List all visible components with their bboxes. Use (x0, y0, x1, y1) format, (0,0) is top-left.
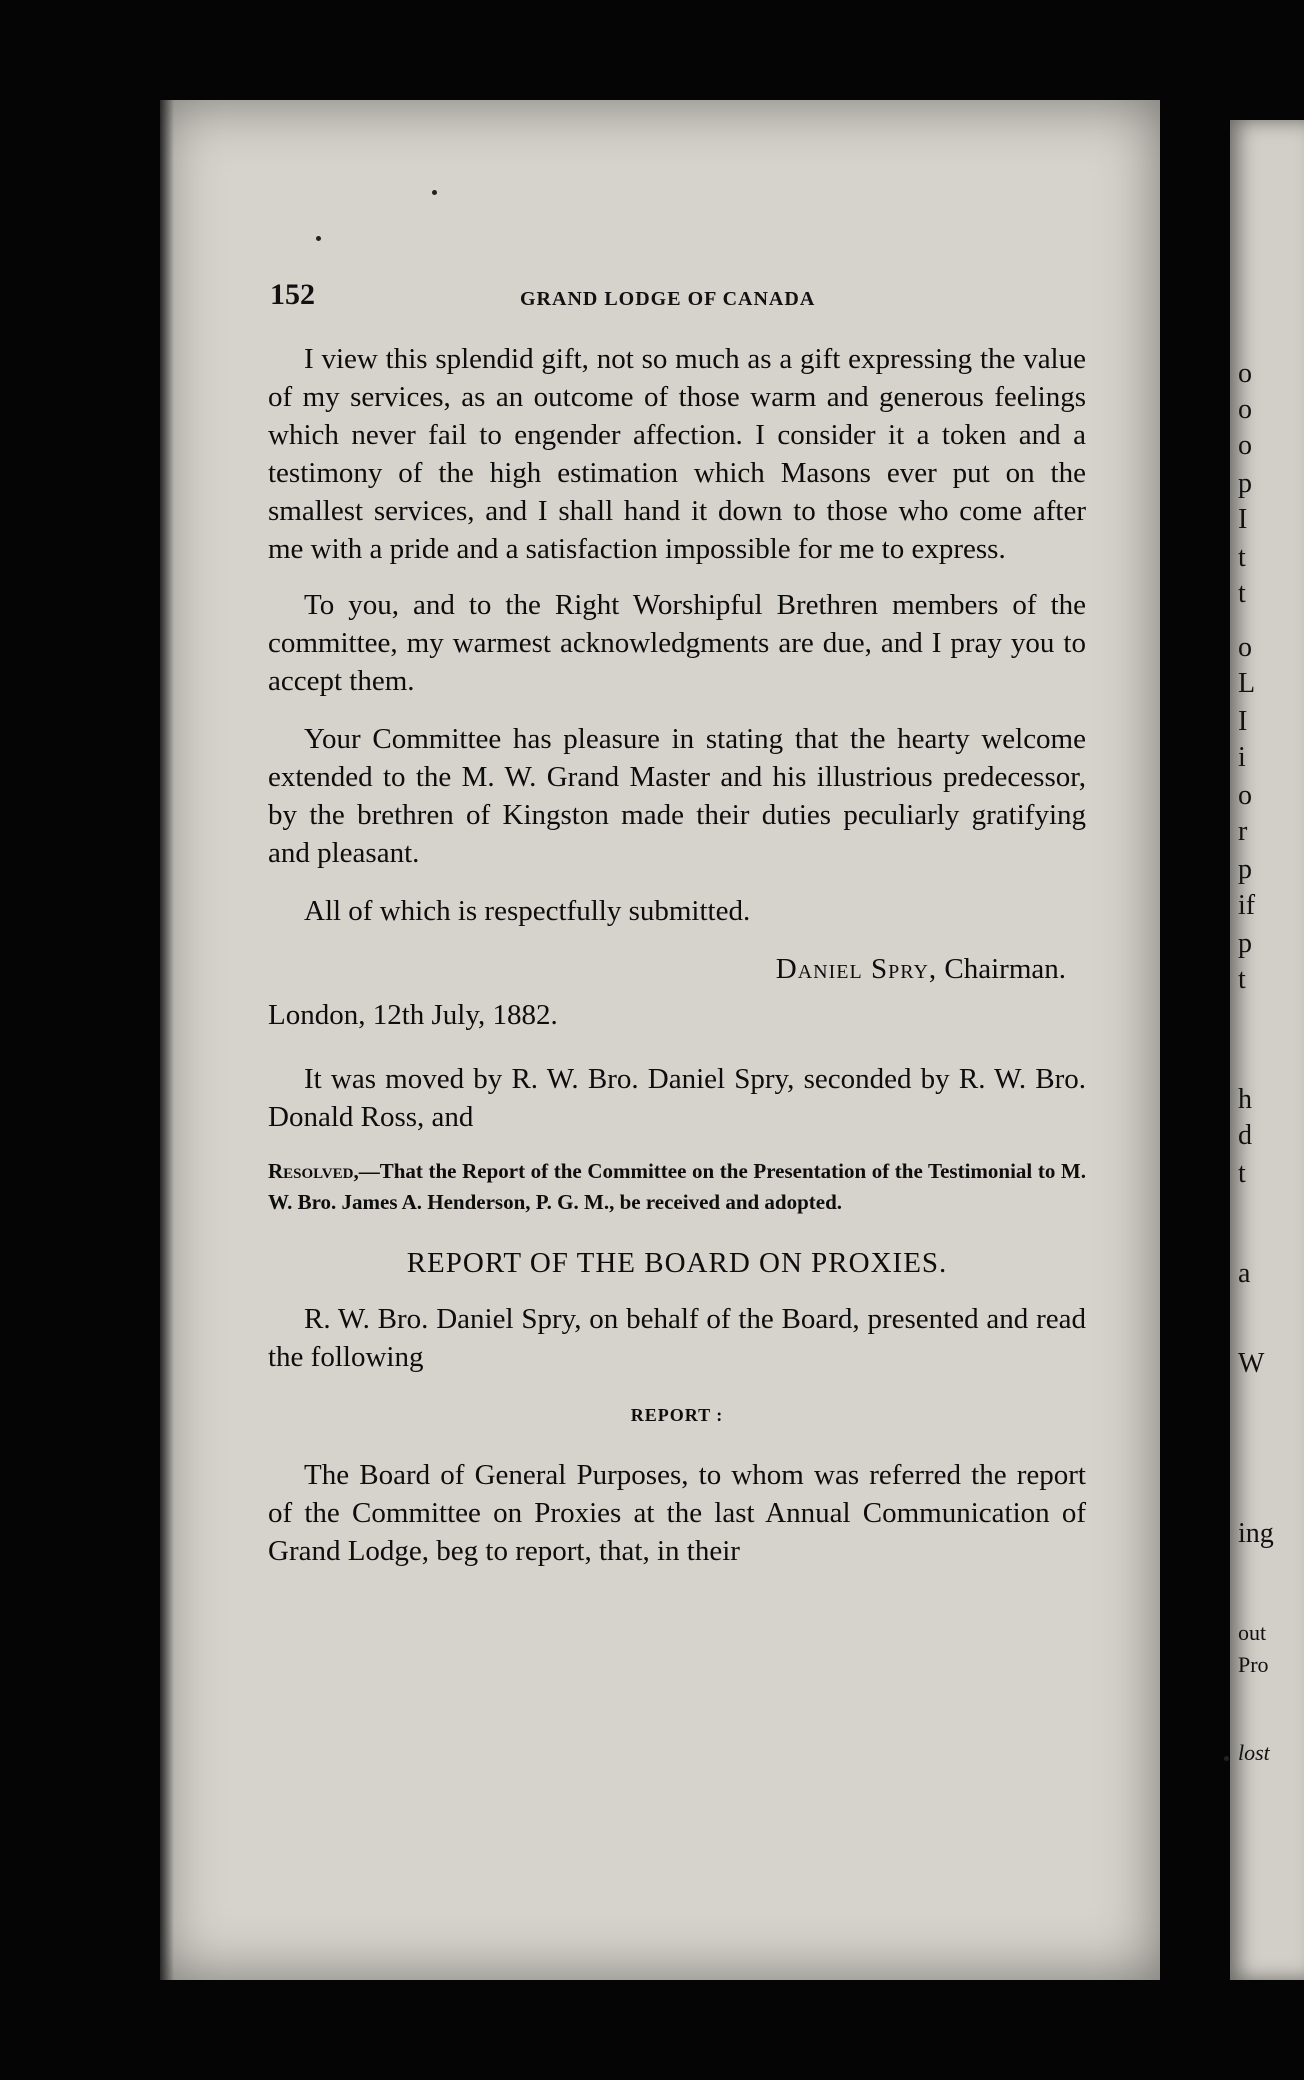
section-heading: REPORT OF THE BOARD ON PROXIES. (406, 1247, 948, 1279)
page-body (268, 340, 1086, 1590)
paragraph: All of which is respectfully submitted. (304, 895, 751, 927)
report-label: REPORT : (630, 1405, 724, 1425)
adjacent-fragment: r (1238, 816, 1248, 847)
signature-title: Chairman. (937, 953, 1066, 985)
adjacent-page-edge (1230, 120, 1304, 1980)
adjacent-fragment: out (1238, 1620, 1267, 1645)
adjacent-fragment: o (1238, 632, 1252, 663)
adjacent-fragment: o (1238, 780, 1252, 811)
adjacent-fragment: t (1238, 578, 1246, 609)
adjacent-fragment: a (1238, 1258, 1251, 1289)
paragraph: To you, and to the Right Worshipful Brethren members of the committee, my warmest acknowledgments are due, and I pray you to accept them. (268, 589, 1086, 697)
resolution-lead: Resolved, (268, 1159, 359, 1183)
paragraph: I view this splendid gift, not so much as a gift expressing the value of my services, as an outcome of those warm and generous feelings which never fail to engender affection. I consider it a token and a testimony of the high estimation which Masons ever put on the smallest services, and I shall hand it down to those who come after me with a pride and a satisfaction impossible for me to express. (268, 343, 1086, 565)
resolution-text: —That the Report of the Committee on the Presentation of the Testimonial to M. W. Bro. James A. Henderson, P. G. M., be received and adopted. (268, 1159, 1086, 1214)
running-title: GRAND LODGE OF CANADA (520, 288, 816, 310)
adjacent-fragment: if (1238, 890, 1256, 921)
adjacent-fragment: Pro (1238, 1652, 1269, 1677)
signature-name: Daniel Spry, (775, 953, 938, 985)
ink-speck (316, 236, 321, 241)
adjacent-fragment: L (1238, 668, 1256, 699)
adjacent-fragment: W (1238, 1348, 1265, 1379)
adjacent-fragment: d (1238, 1120, 1252, 1151)
paragraph: R. W. Bro. Daniel Spry, on behalf of the Board, presented and read the following (268, 1303, 1086, 1373)
page-header (270, 278, 1085, 318)
adjacent-fragment: o (1238, 430, 1252, 461)
adjacent-fragment: t (1238, 1158, 1246, 1189)
paragraph: Your Committee has pleasure in stating that the hearty welcome extended to the M. W. Grand Master and his illustrious predecessor, by the brethren of Kingston made their duties peculiarly gratifying and pleasant. (268, 723, 1086, 869)
adjacent-fragment: h (1238, 1084, 1252, 1115)
resolution (268, 1156, 1086, 1218)
ink-speck (432, 190, 437, 195)
adjacent-fragment: t (1238, 964, 1246, 995)
adjacent-fragment: I (1238, 504, 1248, 535)
adjacent-fragment: i (1238, 742, 1246, 773)
adjacent-fragment: p (1238, 468, 1252, 499)
adjacent-fragment: p (1238, 928, 1252, 959)
signature (268, 950, 1066, 988)
page-number: 152 (270, 278, 315, 311)
adjacent-fragment: o (1238, 358, 1252, 389)
paragraph: It was moved by R. W. Bro. Daniel Spry, seconded by R. W. Bro. Donald Ross, and (268, 1063, 1086, 1133)
paragraph: The Board of General Purposes, to whom was referred the report of the Committee on Proxies at the last Annual Communication of Grand Lodge, beg to report, that, in their (268, 1459, 1086, 1567)
adjacent-fragment: ing (1238, 1518, 1274, 1549)
adjacent-fragment: t (1238, 542, 1246, 573)
adjacent-fragment: lost (1238, 1740, 1270, 1765)
dateline: London, 12th July, 1882. (268, 999, 558, 1031)
adjacent-fragment: I (1238, 706, 1248, 737)
adjacent-fragment: p (1238, 854, 1252, 885)
ink-speck (1224, 1756, 1229, 1761)
adjacent-fragment: o (1238, 394, 1252, 425)
